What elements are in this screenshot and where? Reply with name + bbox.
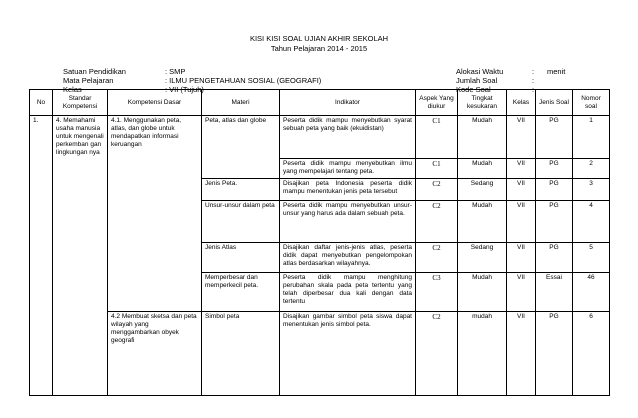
table-row (30, 178, 610, 200)
cell-tingkat: Sedang (458, 242, 507, 272)
meta-label-jumlah: Jumlah Soal (456, 76, 498, 85)
cell-tingkat: Mudah (458, 158, 507, 178)
cell-nomor: 2 (573, 158, 610, 178)
cell-tingkat: Mudah (458, 200, 507, 242)
cell-nomor: 4 (573, 200, 610, 242)
cell-materi: Peta, atlas dan globe (202, 116, 280, 159)
cell-aspek: C2 (416, 242, 458, 272)
table-row (30, 200, 610, 242)
cell-aspek: C2 (416, 311, 458, 395)
cell-standar-kompetensi: 4. Memahami usaha manusia untuk mengenali perkemban gan lingkungan nya (53, 116, 108, 159)
header-materi: Materi (202, 90, 280, 116)
cell-indikator: Disajikan daftar jenis-jenis atlas, peserta didik dapat menyebutkan pengelompokan atlas berdasarkan wilayahnya. (280, 242, 416, 272)
meta-value-kelas: : VII (Tujuh) (165, 85, 204, 94)
cell-kelas: VII (507, 178, 536, 200)
cell-kelas: VII (507, 158, 536, 178)
cell-kompetensi-dasar-1: 4.1. Menggunakan peta, atlas, dan globe untuk mendapatkan informasi keruangan (108, 116, 202, 159)
cell-materi: Jenis Peta. (202, 178, 280, 200)
meta-label-satuan: Satuan Pendidikan (63, 67, 126, 76)
document-subtitle: Tahun Pelajaran 2014 - 2015 (270, 44, 368, 53)
table-row (30, 242, 610, 272)
cell-indikator: Disajikan peta Indonesia peserta didik mampu menentukan jenis peta tersebut (280, 178, 416, 200)
cell-tingkat: Mudah (458, 272, 507, 311)
meta-value-mapel: : ILMU PENGETAHUAN SOSIAL (GEOGRAFI) (165, 76, 322, 85)
cell-materi: Memperbesar dan memperkecil peta. (202, 272, 280, 311)
cell-jenis: PG (536, 242, 573, 272)
cell-materi: Unsur-unsur dalam peta (202, 200, 280, 242)
cell-kelas: VII (507, 272, 536, 311)
cell-indikator: Peserta didik mampu menghitung perubahan skala pada peta tertentu yang telah diperbesar dua kali dengan data tertentu (280, 272, 416, 311)
table-row (30, 116, 610, 159)
table-row (30, 272, 610, 311)
cell-indikator: Peserta didik mampu menyebutkan syarat sebuah peta yang baik (ekuidistan) (280, 116, 416, 159)
cell-aspek: C3 (416, 272, 458, 311)
header-kelas: Kelas (507, 90, 536, 116)
cell-materi (202, 158, 280, 178)
cell-indikator: Disajikan gambar simbol peta siswa dapat menentukan jenis simbol peta. (280, 311, 416, 395)
cell-jenis: PG (536, 116, 573, 159)
header-no: No (30, 90, 53, 116)
cell-no: 1. (30, 116, 53, 159)
cell-tingkat: Mudah (458, 116, 507, 159)
document-title: KISI KISI SOAL UJIAN AKHIR SEKOLAH (249, 34, 389, 43)
header-kompetensi-dasar: Kompetensi Dasar (108, 90, 202, 116)
table-header-row (30, 90, 610, 116)
meta-label-kode: Kode Soal (456, 85, 491, 94)
cell-nomor: 5 (573, 242, 610, 272)
cell-tingkat: Sedang (458, 178, 507, 200)
cell-nomor: 6 (573, 311, 610, 395)
header-jenis: Jenis Soal (536, 90, 573, 116)
cell-materi: Jenis Atlas (202, 242, 280, 272)
cell-nomor: 46 (573, 272, 610, 311)
cell-indikator: Peserta didik mampu menyebutkan unsur-unsur yang harus ada dalam sebuah peta. (280, 200, 416, 242)
header-standar-kompetensi: Standar Kompetensi (53, 90, 108, 116)
cell-kompetensi-dasar-2: 4.2 Membuat sketsa dan peta wilayah yang menggambarkan obyek geografi (108, 311, 202, 395)
table-row (30, 158, 610, 178)
cell-nomor: 1 (573, 116, 610, 159)
cell-jenis: PG (536, 200, 573, 242)
cell-kelas: VII (507, 116, 536, 159)
cell-tingkat: mudah (458, 311, 507, 395)
header-indikator: Indikator (280, 90, 416, 116)
cell-jenis: Essai (536, 272, 573, 311)
meta-label-kelas: Kelas (63, 85, 82, 94)
cell-aspek: C2 (416, 200, 458, 242)
cell-aspek: C1 (416, 158, 458, 178)
cell-nomor: 3 (573, 178, 610, 200)
cell-kelas: VII (507, 242, 536, 272)
header-aspek: Aspek Yang diukur (416, 90, 458, 116)
kisi-kisi-table (29, 89, 610, 396)
meta-value-satuan: : SMP (165, 67, 186, 76)
meta-label-mapel: Mata Pelajaran (63, 76, 114, 85)
cell-indikator: Peserta didik mampu menyebutkan ilmu yang mempelajari tentang peta. (280, 158, 416, 178)
meta-colon-alokasi: : (532, 67, 535, 76)
cell-aspek: C1 (416, 116, 458, 159)
table-row (30, 311, 610, 395)
cell-kelas: VII (507, 200, 536, 242)
cell-materi: Simbol peta (202, 311, 280, 395)
cell-kelas: VII (507, 311, 536, 395)
header-tingkat: Tingkat kesukaran (458, 90, 507, 116)
meta-colon-jumlah: : (532, 76, 535, 85)
meta-label-alokasi: Alokasi Waktu (456, 67, 504, 76)
meta-colon-kode: : (532, 85, 535, 94)
meta-value-alokasi: menit (547, 67, 566, 76)
header-nomor: Nomor soal (573, 90, 610, 116)
cell-jenis: PG (536, 311, 573, 395)
cell-jenis: PG (536, 178, 573, 200)
cell-jenis: PG (536, 158, 573, 178)
cell-aspek: C2 (416, 178, 458, 200)
